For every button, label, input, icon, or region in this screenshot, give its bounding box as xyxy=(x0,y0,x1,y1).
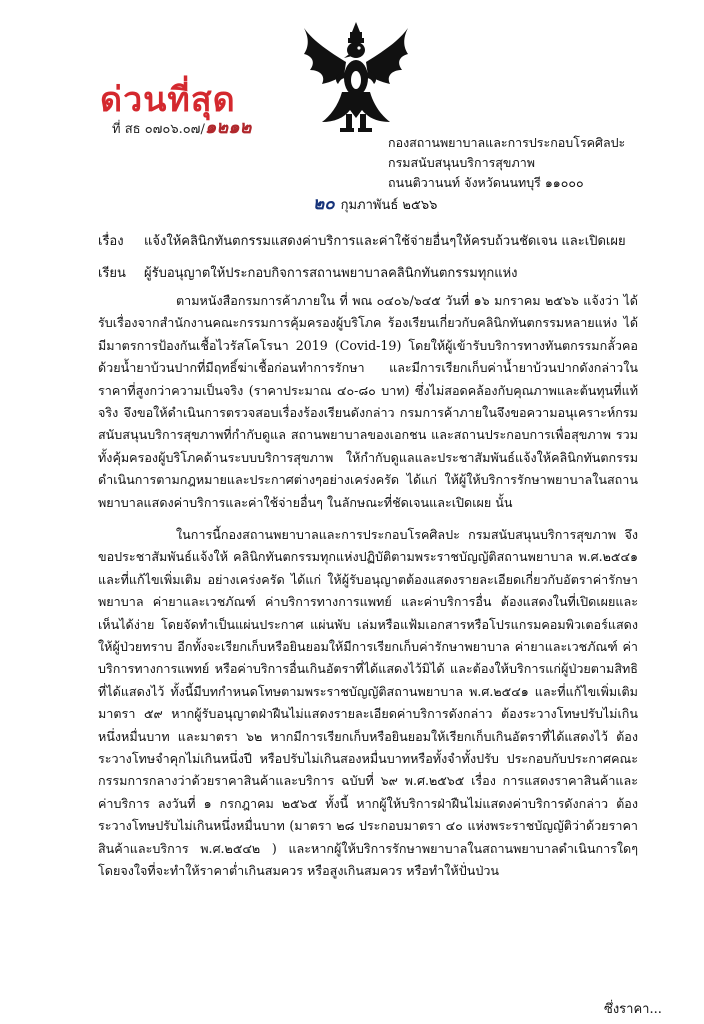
garuda-emblem-icon xyxy=(300,22,412,140)
recipient-line xyxy=(98,262,518,283)
document-number xyxy=(112,112,251,141)
agency-line-2: กรมสนับสนุนบริการสุขภาพ xyxy=(388,155,535,170)
letter-date xyxy=(313,190,437,217)
continuation-text: ซึ่งราคา... xyxy=(604,1002,662,1017)
subject-label: เรื่อง xyxy=(98,234,124,249)
document-number-handwritten: ๑๒๑๒ xyxy=(204,117,252,138)
subject-line xyxy=(98,230,626,251)
agency-address xyxy=(388,133,625,193)
body-paragraph-1: ตามหนังสือกรมการค้าภายใน ที่ พณ ๐๔๐๖/๖๔๕ วันที่ ๑๖ มกราคม ๒๕๖๖ แจ้งว่า ได้รับเรื่องจากสำนักงานคณะกรรมการคุ้มครองผู้บริโภค ร้องเรียนเกี่ยวกับคลินิกทันตกรรมหลายแห่ง ได้มีมาตรการป้องกันเชื้อไวรัสโคโรนา 2019 (Covid-19) โดยให้ผู้เข้ารับบริการทางทันตกรรมกลั้วคอด้วยน้ำยาบ้วนปากที่มีฤทธิ์ฆ่าเชื้อก่อนทำการรักษา และมีการเรียกเก็บค่าน้ำยาบ้วนปากดังกล่าวในราคาที่สูงกว่าความเป็นจริง (ราคาประมาณ ๔๐-๘๐ บาท) ซึ่งไม่สอดคล้องกับคุณภาพและต้นทุนที่แท้จริง จึงขอให้ดำเนินการตรวจสอบเรื่องร้องเรียนดังกล่าว กรมการค้าภายในจึงขอความอนุเคราะห์กรมสนับสนุนบริการสุขภาพที่กำกับดูแล สถานพยาบาลของเอกชน และสถานประกอบการเพื่อสุขภาพ รวมทั้งคุ้มครองผู้บริโภคด้านระบบบริการสุขภาพ ให้กำกับดูแลและประชาสัมพันธ์แจ้งให้คลินิกทันตกรรม ดำเนินการตามกฎหมายและประกาศต่างๆอย่างเคร่งครัด ได้แก่ ให้ผู้ให้บริการรักษาพยาบาลในสถานพยาบาลแสดงค่าบริการและค่าใช้จ่ายอื่นๆ ในลักษณะที่ชัดเจนและเปิดเผย นั้น xyxy=(98,293,638,510)
urgency-stamp: ด่วนที่สุด xyxy=(100,80,236,120)
agency-line-1: กองสถานพยาบาลและการประกอบโรคศิลปะ xyxy=(388,135,626,150)
date-month-year: กุมภาพันธ์ ๒๕๖๖ xyxy=(340,198,438,213)
recipient-label: เรียน xyxy=(98,266,126,281)
agency-line-3: ถนนติวานนท์ จังหวัดนนทบุรี ๑๑๐๐๐ xyxy=(388,175,584,190)
document-number-prefix: ที่ สธ ๐๗๐๖.๐๗/ xyxy=(112,122,205,137)
subject-text: แจ้งให้คลินิกทันตกรรมแสดงค่าบริการและค่าใช้จ่ายอื่นๆให้ครบถ้วนชัดเจน และเปิดเผย xyxy=(144,234,626,249)
recipient-text: ผู้รับอนุญาตให้ประกอบกิจการสถานพยาบาลคลินิกทันตกรรมทุกแห่ง xyxy=(144,266,518,281)
date-day-handwritten: ๒๐ xyxy=(313,194,335,214)
body-paragraph-2: ในการนี้กองสถานพยาบาลและการประกอบโรคศิลปะ กรมสนับสนุนบริการสุขภาพ จึงขอประชาสัมพันธ์แจ้งให้ คลินิกทันตกรรมทุกแห่งปฏิบัติตามพระราชบัญญัติสถานพยาบาล พ.ศ.๒๕๔๑ และที่แก้ไขเพิ่มเติม อย่างเคร่งครัด ได้แก่ ให้ผู้รับอนุญาตต้องแสดงรายละเอียดเกี่ยวกับอัตราค่ารักษาพยาบาล ค่ายาและเวชภัณฑ์ ค่าบริการทางการแพทย์ และค่าบริการอื่น ต้องแสดงในที่เปิดเผยและเห็นได้ง่าย โดยจัดทำเป็นแผ่นประกาศ แผ่นพับ เล่มหรือแฟ้มเอกสารหรือโปรแกรมคอมพิวเตอร์แสดงให้ผู้ป่วยทราบ อีกทั้งจะเรียกเก็บหรือยินยอมให้มีการเรียกเก็บค่ารักษาพยาบาล ค่ายาและเวชภัณฑ์ ค่าบริการทางการแพทย์ หรือค่าบริการอื่นเกินอัตราที่ได้แสดงไว้มิได้ และต้องให้บริการแก่ผู้ป่วยตามสิทธิที่ได้แสดงไว้ ทั้งนี้มีบทกำหนดโทษตามพระราชบัญญัติสถานพยาบาล พ.ศ.๒๕๔๑ และที่แก้ไขเพิ่มเติม มาตรา ๕๙ หากผู้รับอนุญาตฝ่าฝืนไม่แสดงรายละเอียดค่าบริการดังกล่าว ต้องระวางโทษปรับไม่เกินหนึ่งหมื่นบาท และมาตรา ๖๒ หากมีการเรียกเก็บหรือยินยอมให้เรียกเก็บเกินอัตราที่ได้แสดงไว้ ต้องระวางโทษจำคุกไม่เกินหนึ่งปี หรือปรับไม่เกินสองหมื่นบาทหรือทั้งจำทั้งปรับ ประกอบกับประกาศคณะกรรมการกลางว่าด้วยราคาสินค้าและบริการ ฉบับที่ ๖๙ พ.ศ.๒๕๖๕ เรื่อง การแสดงราคาสินค้าและค่าบริการ ลงวันที่ ๑ กรกฎาคม ๒๕๖๕ ทั้งนี้ หากผู้ให้บริการฝ่าฝืนไม่แสดงค่าบริการดังกล่าว ต้องระวางโทษปรับไม่เกินหนึ่งหมื่นบาท (มาตรา ๒๘ ประกอบมาตรา ๔๐ แห่งพระราชบัญญัติว่าด้วยราคาสินค้าและบริการ พ.ศ.๒๕๔๒ ) และหากผู้ให้บริการรักษาพยาบาลในสถานพยาบาลดำเนินการใดๆ โดยจงใจที่จะทำให้ราคาต่ำเกินสมควร หรือสูงเกินสมควร หรือทำให้ปั่นป่วน xyxy=(98,527,638,879)
